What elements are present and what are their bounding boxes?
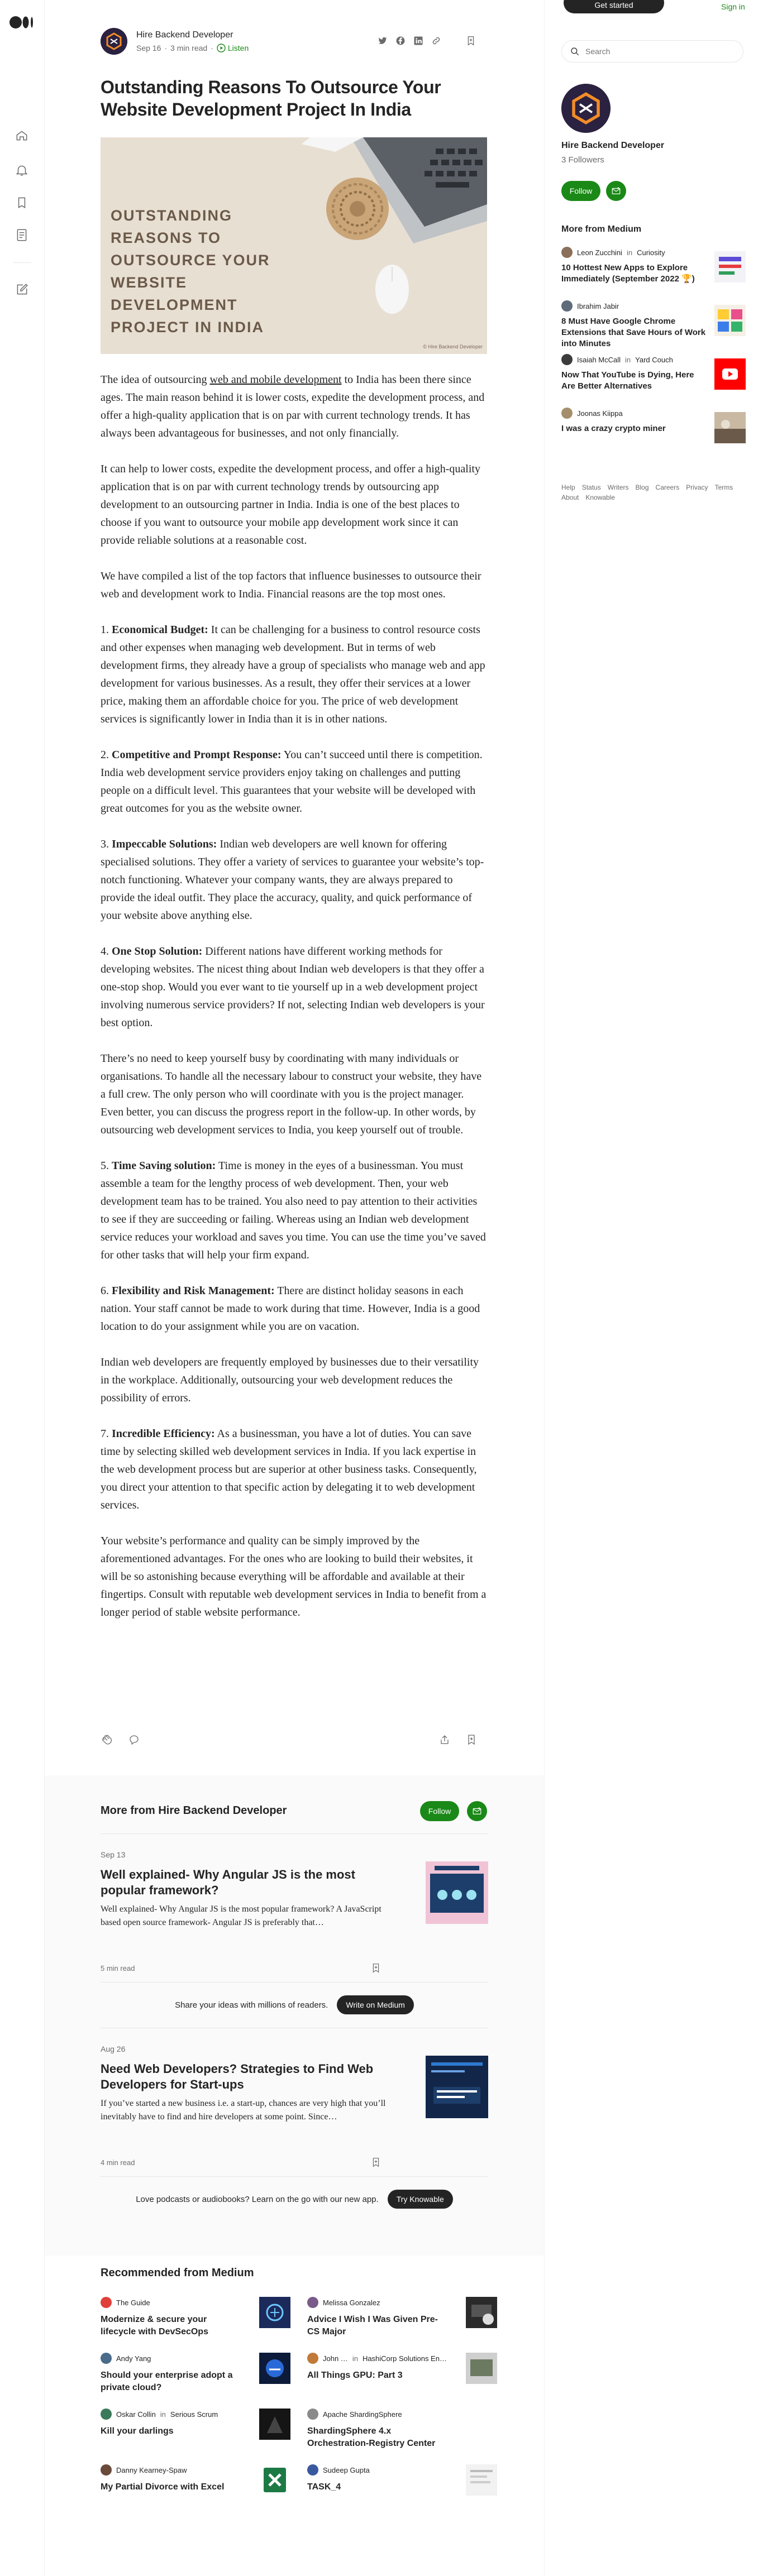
- write-on-medium-button[interactable]: Write on Medium: [337, 1995, 414, 2014]
- item-thumbnail[interactable]: [714, 305, 746, 336]
- card-title[interactable]: Well explained- Why Angular JS is the most popular framework?: [101, 1868, 355, 1897]
- item-author[interactable]: Andy Yang: [116, 2354, 151, 2363]
- item-in: in: [352, 2354, 358, 2363]
- item-author[interactable]: John …: [323, 2354, 348, 2363]
- card-date: Sep 13: [101, 1850, 126, 1859]
- bookmark-icon[interactable]: [465, 35, 477, 50]
- more-from-medium-item[interactable]: [561, 354, 746, 392]
- follow-button[interactable]: Follow: [420, 1801, 459, 1821]
- item-author[interactable]: The Guide: [116, 2298, 150, 2307]
- more-from-medium-item[interactable]: [561, 408, 746, 434]
- footer-links: [561, 482, 740, 502]
- avatar[interactable]: [561, 354, 573, 365]
- paragraph: 6. Flexibility and Risk Management: There are distinct holiday seasons in each nation. Your staff cannot be made to work during that time. However, India is a good location to do your assignment while you are on vacation.: [101, 1285, 480, 1333]
- avatar[interactable]: [307, 2464, 318, 2476]
- author-name[interactable]: Hire Backend Developer: [136, 30, 233, 40]
- footer-link[interactable]: Writers: [607, 483, 629, 491]
- bookmark-icon[interactable]: [370, 1962, 382, 1976]
- twitter-icon[interactable]: [378, 36, 388, 46]
- item-title[interactable]: Now That YouTube is Dying, Here Are Better Alternatives: [561, 370, 694, 391]
- item-thumbnail[interactable]: [259, 2353, 290, 2384]
- item-title[interactable]: 8 Must Have Google Chrome Extensions that Save Hours of Work into Minutes: [561, 317, 706, 348]
- paragraph: 4. One Stop Solution: Different nations have different working methods for developing websites. The nicest thing about Indian web developers is that they offer a one-stop shop. Would you ever want to tie yourself up in a web development project involving numerous service providers? If not, selecting Indian web developers is your best option.: [101, 945, 485, 1029]
- article-title: Outstanding Reasons To Outsource Your Website Development Project In India: [101, 77, 441, 119]
- item-in: in: [160, 2410, 166, 2419]
- avatar[interactable]: [561, 247, 573, 258]
- sidebar-author-avatar[interactable]: [561, 84, 611, 133]
- item-publication[interactable]: Yard Couch: [635, 355, 673, 364]
- avatar[interactable]: [561, 300, 573, 312]
- lists-icon[interactable]: [15, 195, 29, 210]
- avatar[interactable]: [101, 2297, 112, 2308]
- sidebar-author-name[interactable]: Hire Backend Developer: [561, 141, 665, 150]
- divider: [101, 2176, 488, 2177]
- item-author[interactable]: Sudeep Gupta: [323, 2465, 370, 2474]
- get-started-button[interactable]: Get started: [564, 0, 664, 13]
- search-input[interactable]: [585, 47, 731, 56]
- card-footer: [101, 1964, 488, 1972]
- item-thumbnail[interactable]: [259, 2297, 290, 2328]
- stories-icon[interactable]: [15, 228, 29, 242]
- item-thumbnail[interactable]: [466, 2409, 497, 2440]
- card-thumbnail[interactable]: [426, 2056, 488, 2118]
- post-date: Sep 16: [136, 44, 161, 52]
- avatar[interactable]: [101, 2409, 112, 2420]
- card-read-time: 4 min read: [101, 2158, 135, 2167]
- avatar[interactable]: [307, 2353, 318, 2364]
- item-title[interactable]: Advice I Wish I Was Given Pre-CS Major: [307, 2315, 438, 2336]
- medium-logo-icon: [9, 16, 36, 29]
- item-publication[interactable]: Serious Scrum: [170, 2410, 218, 2419]
- home-icon[interactable]: [15, 128, 29, 143]
- item-author[interactable]: Melissa Gonzalez: [323, 2298, 380, 2307]
- mail-icon: [611, 186, 621, 196]
- divider: [101, 1982, 488, 1983]
- write-icon[interactable]: [15, 283, 29, 297]
- listen-label: Listen: [227, 44, 249, 52]
- medium-logo[interactable]: [9, 16, 36, 29]
- recommended-item[interactable]: [101, 2464, 290, 2493]
- paragraph: Your website’s performance and quality can be simply improved by the aforementioned advantages. For the ones who are looking to build their websites, it will be so astonishing because everything will be affordable and available at their fingertips. Consult with reputable web development services in India to benefit from a longer period of stable website performance.: [101, 1535, 487, 1619]
- item-title[interactable]: Should your enterprise adopt a private cloud?: [101, 2371, 233, 2392]
- item-thumbnail[interactable]: [466, 2464, 497, 2496]
- recommended-item[interactable]: [307, 2464, 497, 2493]
- card-excerpt: Well explained- Why Angular JS is the most popular framework? A JavaScript based open source framework- Angular JS is preferably that…: [101, 1904, 382, 1927]
- item-thumbnail[interactable]: [259, 2464, 290, 2496]
- card-date: Aug 26: [101, 2044, 126, 2053]
- promo-text: Love podcasts or audiobooks? Learn on the go with our new app.: [136, 2194, 379, 2204]
- search-icon: [570, 46, 580, 56]
- item-author[interactable]: Apache ShardingSphere: [323, 2410, 402, 2419]
- item-thumbnail[interactable]: [714, 358, 746, 390]
- subscribe-email-button[interactable]: [467, 1801, 487, 1821]
- author-logo-icon: [561, 84, 611, 133]
- paragraph: 5. Time Saving solution: Time is money in the eyes of a businessman. You must assemble a team for the lengthy process of web development. Then, your web development team has to be trained. You also need to pay attention to their activities to see if they are succeeding or failing. Whereas using an Indian web development service reduces your workload and saves you time. You can use the time you’ve saved for other tasks that will help your firm expand.: [101, 1160, 486, 1261]
- item-title[interactable]: All Things GPU: Part 3: [307, 2371, 403, 2380]
- recommended-item[interactable]: [307, 2353, 497, 2382]
- more-from-heading: More from Hire Backend Developer: [101, 1804, 287, 1817]
- mail-icon: [472, 1806, 482, 1816]
- item-thumbnail[interactable]: [714, 251, 746, 283]
- write-promo: [101, 1995, 488, 2014]
- facebook-icon[interactable]: [395, 36, 406, 46]
- recommended-item[interactable]: [307, 2409, 497, 2450]
- avatar[interactable]: [561, 408, 573, 419]
- search-box[interactable]: [561, 40, 743, 63]
- paragraph: 7. Incredible Efficiency: As a businessman, you have a lot of duties. You can save time by selecting skilled web development services in India. If you lack expertise in the web development process but are superior at other business tasks. Consequently, you direct your attention to that specific action by delegating it to web development services.: [101, 1428, 477, 1511]
- item-publication[interactable]: Curiosity: [637, 248, 665, 257]
- bookmark-icon[interactable]: [465, 1733, 478, 1749]
- recommended-item[interactable]: [307, 2297, 497, 2338]
- card-excerpt: If you’ve started a new business i.e. a start-up, chances are very high that you’ll inevitably have to find and hire developers at some point. Since…: [101, 2099, 386, 2122]
- item-title[interactable]: Modernize & secure your lifecycle with DevSecOps: [101, 2315, 208, 2336]
- item-thumbnail[interactable]: [259, 2409, 290, 2440]
- more-from-medium-item[interactable]: [561, 300, 746, 349]
- paragraph: It can help to lower costs, expedite the development process, and offer a high-quality application that is on par with current technology trends by outsourcing app development to an outsourcing partner in India. India is one of the best places to choose if you want to outsource your mobile app development work since it can provide reliable solutions at a reasonable cost.: [101, 463, 480, 547]
- comment-icon[interactable]: [127, 1733, 141, 1749]
- item-thumbnail[interactable]: [466, 2353, 497, 2384]
- item-in: in: [625, 355, 631, 364]
- hero-image: [101, 137, 487, 354]
- footer-link[interactable]: Careers: [655, 483, 680, 491]
- paragraph: 3. Impeccable Solutions: Indian web developers are well known for offering specialised solutions. They offer a variety of services to guarantee your website’s top-notch functioning. Whatever your company wants, they are always prepared to provide the ideal outfit. They place the accuracy, quality, and quick performance of your website above anything else.: [101, 838, 484, 922]
- item-title[interactable]: 10 Hottest New Apps to Explore Immediately (September 2022 🏆): [561, 263, 695, 284]
- listen-button[interactable]: [217, 44, 249, 52]
- footer-link[interactable]: About: [561, 494, 579, 501]
- item-title[interactable]: TASK_4: [307, 2482, 341, 2492]
- bookmark-icon[interactable]: [370, 2156, 382, 2170]
- item-author[interactable]: Danny Kearney-Spaw: [116, 2465, 187, 2474]
- play-icon: [217, 44, 226, 52]
- author-logo-icon: [101, 28, 127, 55]
- knowable-promo: [101, 2190, 488, 2209]
- footer-link[interactable]: Help: [561, 483, 575, 491]
- left-rail: [0, 0, 45, 2576]
- divider: [101, 1833, 488, 1834]
- recommended-item[interactable]: [101, 2409, 290, 2438]
- meta-separator: ·: [211, 44, 213, 52]
- right-sidebar: [544, 0, 763, 2576]
- meta-separator: ·: [164, 44, 168, 52]
- avatar[interactable]: [101, 2464, 112, 2476]
- footer-link[interactable]: Status: [581, 483, 601, 491]
- item-publication[interactable]: HashiCorp Solutions En…: [362, 2354, 447, 2363]
- avatar[interactable]: [101, 2353, 112, 2364]
- item-title[interactable]: Kill your darlings: [101, 2426, 174, 2436]
- notifications-icon[interactable]: [15, 163, 29, 178]
- share-icon[interactable]: [438, 1733, 451, 1749]
- more-card[interactable]: [101, 1850, 488, 1972]
- recommended-item[interactable]: [101, 2297, 290, 2338]
- item-title[interactable]: I was a crazy crypto miner: [561, 424, 666, 433]
- avatar[interactable]: [307, 2409, 318, 2420]
- more-from-medium-item[interactable]: [561, 247, 746, 285]
- promo-text: Share your ideas with millions of readers.: [175, 2000, 328, 2010]
- item-thumbnail[interactable]: [714, 412, 746, 443]
- try-knowable-button[interactable]: Try Knowable: [388, 2190, 453, 2209]
- hero-caption: © Hire Backend Developer: [423, 344, 483, 349]
- linkedin-icon[interactable]: [413, 36, 423, 46]
- sidebar-followers: 3 Followers: [561, 155, 604, 165]
- paragraph: We have compiled a list of the top factors that influence businesses to outsource their web and development work to India. Financial reasons are the top most ones.: [101, 570, 481, 600]
- author-meta: [136, 44, 249, 52]
- article-body: [101, 371, 488, 1639]
- hero-text: OUTSTANDING REASONS TO OUTSOURCE YOUR WEBSITE DEVELOPMENT PROJECT IN INDIA: [111, 207, 270, 336]
- sidebar-follow-button[interactable]: Follow: [561, 181, 600, 201]
- more-from-author: [45, 1775, 544, 2256]
- item-author[interactable]: Joonas Kiippa: [577, 409, 623, 418]
- card-footer: [101, 2158, 488, 2167]
- sign-in-link[interactable]: Sign in: [721, 2, 745, 11]
- item-title[interactable]: ShardingSphere 4.x Orchestration-Registry Center: [307, 2426, 436, 2448]
- paragraph: 2. Competitive and Prompt Response: You can’t succeed until there is competition. India web development service providers enjoy taking on challenges and putting people on a difficult level. This guarantees that your website will be developed with great outcomes for you as the website owner.: [101, 749, 483, 815]
- item-author[interactable]: Oskar Collin: [116, 2410, 156, 2419]
- more-from-medium-heading: More from Medium: [561, 224, 642, 234]
- avatar[interactable]: [307, 2297, 318, 2308]
- author-row: [101, 28, 488, 59]
- card-title[interactable]: Need Web Developers? Strategies to Find Web Developers for Start-ups: [101, 2062, 374, 2091]
- footer-link[interactable]: Terms: [714, 483, 733, 491]
- sidebar-subscribe-button[interactable]: [606, 181, 626, 201]
- item-title[interactable]: My Partial Divorce with Excel: [101, 2482, 225, 2492]
- read-time: 3 min read: [170, 44, 208, 52]
- item-author[interactable]: Leon Zucchini: [577, 248, 622, 257]
- link-icon[interactable]: [431, 36, 441, 46]
- paragraph: Indian web developers are frequently employed by businesses due to their versatility in the workplace. Additionally, outsourcing your web development reduces the possibility of errors.: [101, 1356, 479, 1404]
- item-thumbnail[interactable]: [466, 2297, 497, 2328]
- footer-link[interactable]: Privacy: [686, 483, 708, 491]
- author-avatar[interactable]: [101, 28, 127, 55]
- article-actions: [101, 1733, 488, 1750]
- footer-link[interactable]: Blog: [635, 483, 649, 491]
- clap-icon[interactable]: [101, 1733, 114, 1749]
- item-author[interactable]: Ibrahim Jabir: [577, 301, 619, 310]
- card-thumbnail[interactable]: [426, 1861, 488, 1924]
- item-author[interactable]: Isaiah McCall: [577, 355, 621, 364]
- footer-link[interactable]: Knowable: [585, 494, 616, 501]
- paragraph: 1. Economical Budget: It can be challenging for a business to control resource costs and other expenses when managing web development. But in terms of web development firms, they already have a group of specialists who manage web and app development for various businesses. As a result, they offer their services at a lower price, making them an affordable choice for you. The price of web development services is significantly lower in India than it is in other nations.: [101, 624, 485, 725]
- share-icons: [378, 36, 441, 46]
- item-in: in: [626, 248, 633, 257]
- more-card[interactable]: [101, 2044, 488, 2167]
- rail-divider: [13, 262, 31, 263]
- inline-link[interactable]: web and mobile development: [209, 374, 342, 386]
- recommended-heading: Recommended from Medium: [101, 2267, 254, 2279]
- recommended-item[interactable]: [101, 2353, 290, 2394]
- paragraph: The idea of outsourcing web and mobile development to India has been there since ages. The main reason behind it is lower costs, expedite the development process, and offer a high-quality application that is on par with current technology trends. It has always been advantageous for businesses, and not only financially.: [101, 374, 485, 439]
- card-read-time: 5 min read: [101, 1964, 135, 1972]
- paragraph: There’s no need to keep yourself busy by coordinating with many individuals or organisations. To handle all the necessary labour to construct your website, they have a full crew. The only person who will coordinate with you is the project manager. Even better, you can discuss the progress report in the follow-up. In other words, by outsourcing web development services to India, you keep yourself out of trouble.: [101, 1052, 482, 1136]
